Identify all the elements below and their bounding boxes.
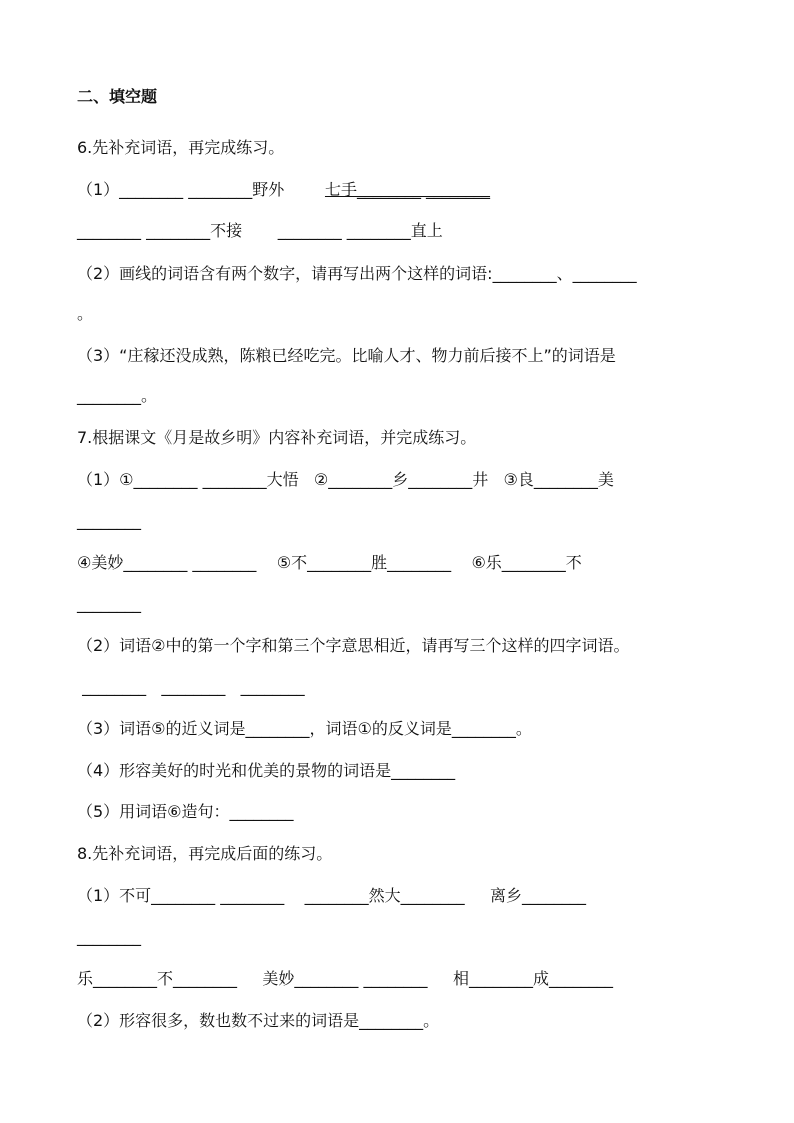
question-8-part2: （2）形容很多，数也数不过来的词语是________。: [77, 1011, 440, 1030]
question-6-part1-row2: ________ ________不接 ________ ________直上: [77, 221, 443, 240]
question-7-part4: （4）形容美好的时光和优美的景物的词语是________: [77, 761, 456, 780]
question-8-part1-row2: 乐________不________ 美妙________ ________ 相________成________: [77, 969, 613, 988]
question-7-part3: （3）词语⑤的近义词是________，词语①的反义词是________。: [77, 719, 532, 738]
question-7-part1-row1-cont: ________: [77, 511, 141, 530]
question-7-title: 7.根据课文《月是故乡明》内容补充词语，并完成练习。: [77, 428, 477, 447]
question-6-title: 6.先补充词语，再完成练习。: [77, 138, 285, 157]
question-6-part2: （2）画线的词语含有两个数字，请再写出两个这样的词语:________、________: [77, 264, 637, 283]
q6-p1-row1-prefix: （1）________ ________野外: [77, 180, 325, 199]
q6-p1-row1-underlined: 七手________ ________: [324, 180, 491, 199]
question-7-part1-row1: （1）①________ ________大悟 ②________乡________井 ③良________美: [77, 470, 614, 489]
question-6-part2-end: 。: [77, 304, 94, 323]
question-6-part1-row1: [77, 180, 490, 200]
question-7-part2-blanks: ________ ________ ________: [77, 677, 305, 696]
question-7-part1-row2: ④美妙________ ________ ⑤不________胜________ ⑥乐________不: [77, 553, 582, 572]
question-6-part3: （3）“庄稼还没成熟，陈粮已经吃完。比喻人才、物力前后接不上”的词语是: [77, 346, 616, 365]
question-8-part1-row1-cont: ________: [77, 927, 141, 946]
question-6-part3-end: ________。: [77, 386, 158, 405]
question-7-part5: （5）用词语⑥造句：________: [77, 802, 294, 821]
question-7-part1-row2-cont: ________: [77, 594, 141, 613]
section-title: 二、填空题: [77, 87, 158, 106]
question-8-part1-row1: （1）不可________ ________ ________然大________ 离乡________: [77, 886, 587, 905]
question-7-part2: （2）词语②中的第一个字和第三个字意思相近，请再写三个这样的四字词语。: [77, 636, 630, 655]
question-8-title: 8.先补充词语，再完成后面的练习。: [77, 844, 333, 863]
